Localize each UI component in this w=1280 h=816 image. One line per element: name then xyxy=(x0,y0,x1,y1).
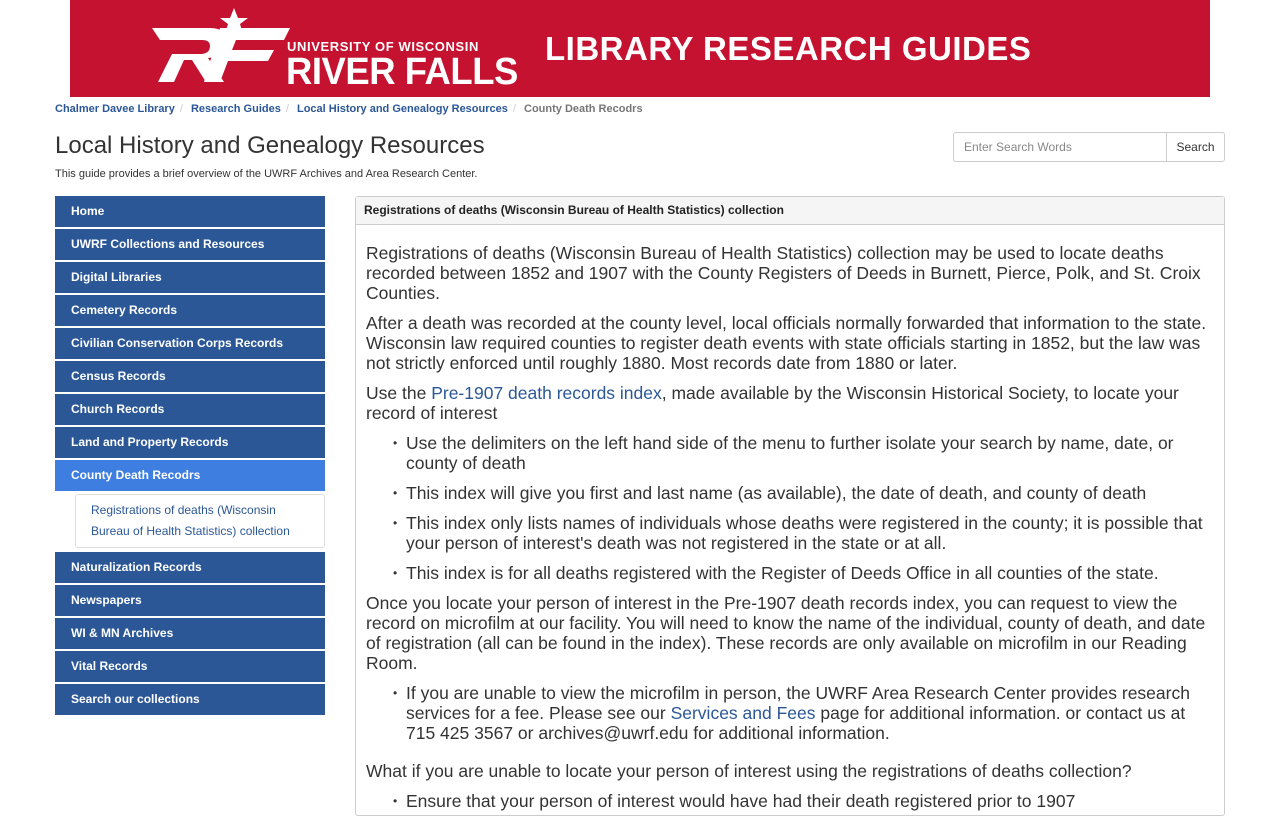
index-tips-list xyxy=(406,433,1214,583)
breadcrumb-research-guides[interactable]: Research Guides xyxy=(190,103,281,115)
library-banner[interactable] xyxy=(70,0,1210,97)
text-span: , made available by the Wisconsin Historical Society, to locate your record of interest xyxy=(366,383,1179,423)
banner-title: LIBRARY RESEARCH GUIDES xyxy=(545,30,1032,67)
university-wordmark: UNIVERSITY OF WISCONSIN xyxy=(287,39,479,54)
nav-item-census-records[interactable]: Census Records xyxy=(55,361,325,392)
guide-description: This guide provides a brief overview of the UWRF Archives and Area Research Center. xyxy=(55,168,478,180)
nav-item-vital-records[interactable]: Vital Records xyxy=(55,651,325,682)
nav-item-newspapers[interactable]: Newspapers xyxy=(55,585,325,616)
nav-item-church-records[interactable]: Church Records xyxy=(55,394,325,425)
intro-paragraph: Registrations of deaths (Wisconsin Bureau of Health Statistics) collection may be used to locate deaths recorded between 1852 and 1907 with the County Registers of Deeds in Burnett, Pierce, Polk, and St. Croix Counties. xyxy=(366,243,1201,303)
list-item: • Use the delimiters on the left hand side of the menu to further isolate your search by name, date, or county of death xyxy=(406,433,1214,473)
services-list xyxy=(406,683,1214,743)
search-input[interactable] xyxy=(953,132,1166,162)
nav-item-home[interactable]: Home xyxy=(55,196,325,227)
text-span: page for additional information. or contact us at 715 425 3567 or archives@uwrf.edu for additional information. xyxy=(406,703,1186,743)
breadcrumb-separator: / xyxy=(512,103,516,115)
guide-navigation xyxy=(55,196,325,717)
nav-item-uwrf-collections[interactable]: UWRF Collections and Resources xyxy=(55,229,325,260)
list-item xyxy=(406,683,1214,743)
list-item: • This index will give you first and last name (as available), the date of death, and county of death xyxy=(406,483,1214,503)
content-panel xyxy=(355,196,1225,816)
locate-tips-list xyxy=(406,791,1214,811)
breadcrumb-guide[interactable]: Local History and Genealogy Resources xyxy=(296,103,508,115)
campus-wordmark: RIVER FALLS xyxy=(286,51,518,93)
nav-item-digital-libraries[interactable]: Digital Libraries xyxy=(55,262,325,293)
breadcrumb xyxy=(55,103,643,115)
breadcrumb-separator: / xyxy=(285,103,289,115)
nav-item-wi-mn-archives[interactable]: WI & MN Archives xyxy=(55,618,325,649)
pre-1907-index-link[interactable]: Pre-1907 death records index xyxy=(431,383,662,403)
panel-body xyxy=(356,225,1224,811)
microfilm-paragraph: Once you locate your person of interest in the Pre-1907 death records index, you can request to view the record on microfilm at our facility. You will need to know the name of the individual, county of death, and date of registration (all can be found in the index). These records are only available on microfilm in our Reading Room. xyxy=(366,593,1206,673)
panel-heading: Registrations of deaths (Wisconsin Bureau of Health Statistics) collection xyxy=(356,197,1224,225)
breadcrumb-library[interactable]: Chalmer Davee Library xyxy=(55,103,175,115)
list-item: • This index only lists names of individuals whose deaths were registered in the county; it is possible that your person of interest's death was not registered in the state or at all. xyxy=(406,513,1214,553)
nav-item-naturalization-records[interactable]: Naturalization Records xyxy=(55,552,325,583)
nav-item-search-collections[interactable]: Search our collections xyxy=(55,684,325,715)
guide-title: Local History and Genealogy Resources xyxy=(55,132,485,159)
history-paragraph: After a death was recorded at the county level, local officials normally forwarded that information to the state. Wisconsin law required counties to register death events with state officials starting in 1852, but the law was not strictly enforced until roughly 1880. Most records date from 1880 or later. xyxy=(366,313,1207,373)
breadcrumb-separator: / xyxy=(179,103,183,115)
guide-search xyxy=(953,132,1225,162)
nav-item-ccc-records[interactable]: Civilian Conservation Corps Records xyxy=(55,328,325,359)
services-and-fees-link[interactable]: Services and Fees xyxy=(670,703,816,723)
unable-to-locate-paragraph: What if you are unable to locate your person of interest using the registrations of deaths collection? xyxy=(366,761,1132,781)
breadcrumb-current: County Death Recodrs xyxy=(524,103,643,115)
subnav-item-registrations-of-deaths[interactable]: Registrations of deaths (Wisconsin Bureau of Health Statistics) collection xyxy=(91,503,290,538)
index-paragraph xyxy=(366,383,1214,423)
list-item: • Ensure that your person of interest would have had their death registered prior to 1907 xyxy=(406,791,1214,811)
uwrf-logo-icon xyxy=(150,6,290,92)
search-button[interactable]: Search xyxy=(1166,132,1225,162)
subnav xyxy=(75,494,325,548)
text-span: Use the xyxy=(366,383,432,403)
list-item: • This index is for all deaths registered with the Register of Deeds Office in all counties of the state. xyxy=(406,563,1214,583)
nav-item-county-death-records[interactable]: County Death Recodrs xyxy=(55,460,325,491)
nav-item-land-property-records[interactable]: Land and Property Records xyxy=(55,427,325,458)
text-span: If you are unable to view the microfilm in person, the UWRF Area Research Center provides research services for a fee. Please see our xyxy=(406,683,1190,723)
nav-item-cemetery-records[interactable]: Cemetery Records xyxy=(55,295,325,326)
